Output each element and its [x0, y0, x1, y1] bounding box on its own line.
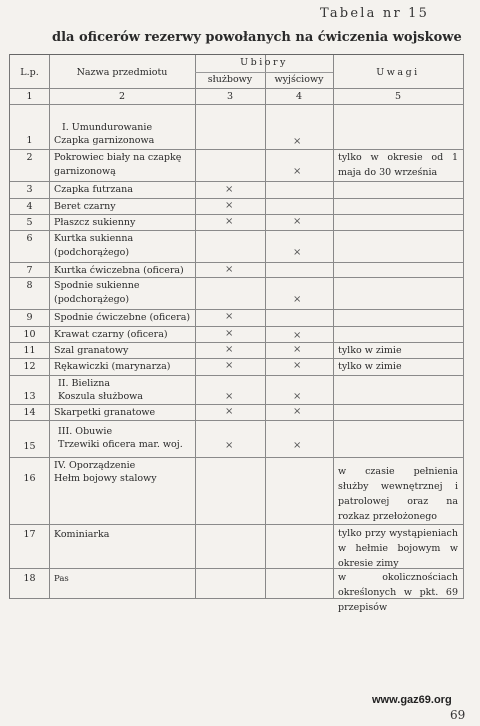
row-number: 8 [26, 280, 33, 291]
wyjsciowy-mark: × [293, 391, 302, 402]
page-title: dla oficerów rezerwy powołanych na ćwiczenia wojskowe [52, 30, 462, 45]
column-number: 2 [118, 91, 126, 102]
remarks: tylko w zimie [338, 361, 402, 372]
row-divider [10, 198, 464, 199]
column-number: 5 [394, 91, 402, 102]
sluzbowy-mark: × [225, 311, 234, 322]
wyjsciowy-mark: × [293, 440, 302, 451]
row-number: 12 [23, 361, 36, 372]
row-number: 2 [26, 152, 33, 163]
row-number: 9 [26, 312, 33, 323]
equipment-table [9, 54, 464, 613]
remarks: tylko przy wystąpieniach w hełmie bojowym w okresie zimy [338, 528, 458, 569]
section-heading: II. Bielizna [58, 378, 111, 389]
row-divider [10, 457, 464, 458]
table-number-label: Tabela nr 15 [320, 6, 430, 21]
wyjsciowy-mark: × [293, 360, 302, 371]
row-number: 18 [23, 573, 36, 584]
header-sluzbowy: służbowy [207, 74, 253, 85]
row-number: 13 [23, 391, 36, 402]
item-name: Spodnie sukienne (podchorążego) [54, 280, 140, 305]
header-uwagi: Uwagi [376, 67, 420, 78]
sluzbowy-mark: × [225, 184, 234, 195]
sluzbowy-mark: × [225, 391, 234, 402]
item-name: Płaszcz sukienny [54, 217, 136, 228]
item-name: Spodnie ćwiczebne (oficera) [54, 312, 191, 323]
sluzbowy-mark: × [225, 264, 234, 275]
wyjsciowy-mark: × [293, 344, 302, 355]
row-number: 10 [23, 329, 36, 340]
header-ubiory: Ubiory [240, 57, 288, 68]
wyjsciowy-mark: × [293, 216, 302, 227]
wyjsciowy-mark: × [293, 247, 302, 258]
row-number: 7 [26, 265, 33, 276]
sluzbowy-mark: × [225, 328, 234, 339]
row-number: 14 [23, 407, 36, 418]
row-number: 11 [23, 345, 36, 356]
item-name: Koszula służbowa [58, 391, 143, 402]
wyjsciowy-mark: × [293, 166, 302, 177]
row-divider [10, 375, 464, 376]
header-wyjsciowy: wyjściowy [274, 74, 324, 85]
row-divider [10, 404, 464, 405]
item-name: Czapka futrzana [54, 184, 133, 195]
item-name: Pas [54, 574, 69, 584]
item-name: Hełm bojowy stalowy [54, 473, 157, 484]
row-divider [10, 54, 464, 55]
wyjsciowy-mark: × [293, 136, 302, 147]
header-item-name: Nazwa przedmiotu [76, 67, 168, 78]
item-name: Czapka garnizonowa [54, 135, 155, 146]
column-number: 4 [295, 91, 303, 102]
wyjsciowy-mark: × [293, 406, 302, 417]
sluzbowy-mark: × [225, 406, 234, 417]
row-number: 15 [23, 441, 36, 452]
row-number: 4 [26, 201, 33, 212]
column-number: 1 [26, 91, 33, 102]
column-number: 3 [226, 91, 234, 102]
row-divider [10, 181, 464, 182]
row-number: 5 [26, 217, 33, 228]
item-name: Rękawiczki (marynarza) [54, 361, 171, 372]
section-heading: I. Umundurowanie [62, 122, 153, 133]
sluzbowy-mark: × [225, 216, 234, 227]
sluzbowy-mark: × [225, 440, 234, 451]
row-number: 1 [26, 135, 33, 146]
sluzbowy-mark: × [225, 344, 234, 355]
row-divider [10, 262, 464, 263]
row-divider [10, 420, 464, 421]
item-name: Skarpetki granatowe [54, 407, 156, 418]
item-name: Kurtka sukienna (podchorążego) [54, 233, 134, 258]
row-divider [10, 524, 464, 525]
item-name: Pokrowiec biały na czapkę garnizonową [54, 152, 182, 177]
remarks: tylko w zimie [338, 345, 402, 356]
item-name: Kominiarka [54, 529, 110, 540]
page-number: 69 [450, 708, 466, 722]
section-heading: IV. Oporządzenie [54, 460, 136, 471]
item-name: Kurtka ćwiczebna (oficera) [54, 265, 184, 276]
item-name: Szal granatowy [54, 345, 129, 356]
remarks: tylko w okresie od 1 maja do 30 września [338, 152, 458, 178]
item-name: Krawat czarny (oficera) [54, 329, 168, 340]
row-divider [10, 88, 464, 89]
row-divider [10, 104, 464, 105]
row-number: 3 [26, 184, 33, 195]
item-name: Trzewiki oficera mar. woj. [58, 439, 183, 450]
row-divider [10, 214, 464, 215]
row-number: 17 [23, 529, 36, 540]
row-divider [10, 309, 464, 310]
wyjsciowy-mark: × [293, 294, 302, 305]
sluzbowy-mark: × [225, 360, 234, 371]
wyjsciowy-mark: × [293, 330, 302, 341]
watermark: www.gaz69.org [372, 694, 452, 706]
item-name: Beret czarny [54, 201, 116, 212]
header-lp: L.p. [20, 67, 39, 78]
remarks: w czasie pełnienia służby wewnętrznej i patrolowej oraz na rozkaz przełożonego [338, 466, 458, 522]
row-number: 16 [23, 473, 36, 484]
section-heading: III. Obuwie [58, 426, 113, 437]
sluzbowy-mark: × [225, 200, 234, 211]
remarks: w okolicznościach określonych w pkt. 69 przepisów [338, 572, 458, 613]
row-number: 6 [26, 233, 33, 244]
row-divider [10, 230, 464, 231]
row-divider [10, 326, 464, 327]
